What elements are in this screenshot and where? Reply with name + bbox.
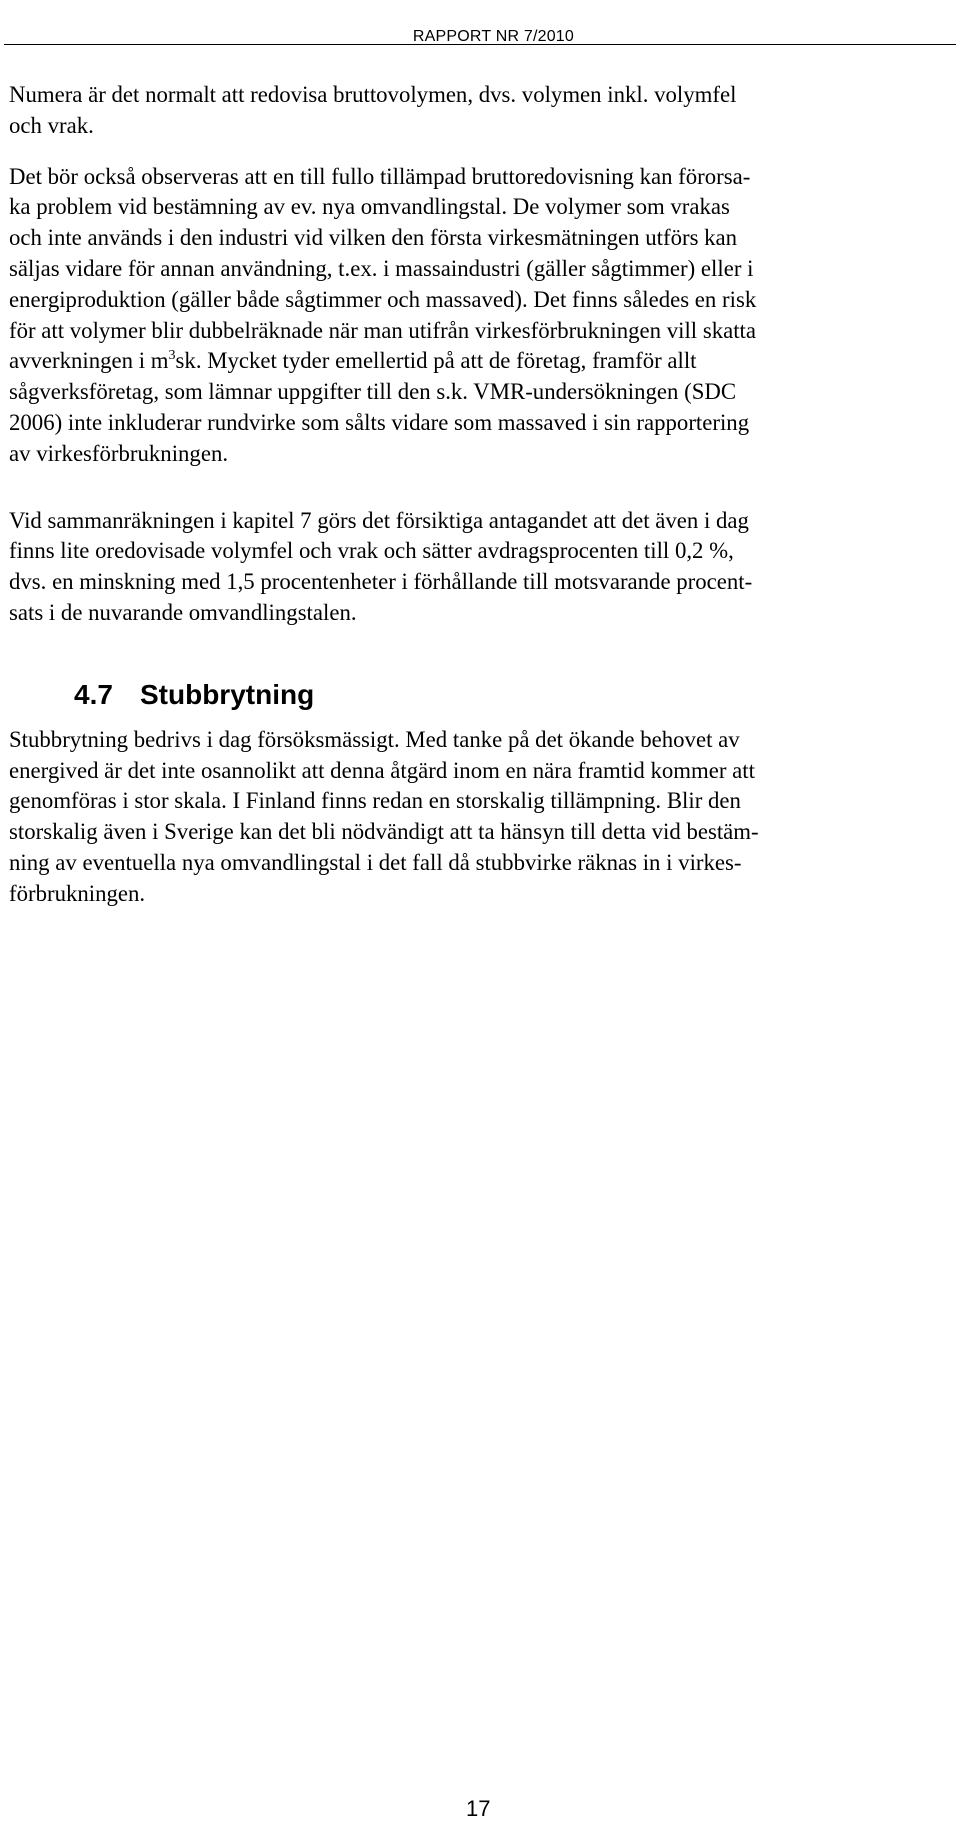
text-line: ning av eventuella nya omvandlingstal i det fall då stubbvirke räknas in i virkes- bbox=[9, 849, 742, 875]
text-line: för att volymer blir dubbelräknade när man utifrån virkesförbrukningen vill skatta bbox=[9, 317, 756, 343]
superscript: 3 bbox=[168, 348, 176, 364]
text-line: genomföras i stor skala. I Finland finns redan en storskalig tillämpning. Blir den bbox=[9, 788, 741, 814]
text-segment: sk. Mycket tyder emellertid på att de företag, framför allt bbox=[175, 348, 697, 374]
text-line: energiproduktion (gäller både sågtimmer och massaved). Det finns således en risk bbox=[9, 286, 757, 312]
text-line: av virkesförbrukningen. bbox=[9, 440, 229, 466]
paragraph-gross-reporting-problem bbox=[9, 162, 959, 470]
text-line: Stubbrytning bedrivs i dag försöksmässigt. Med tanke på det ökande behovet av bbox=[9, 726, 740, 752]
text-line: Det bör också observeras att en till fullo tillämpad bruttoredovisning kan förorsa- bbox=[9, 163, 751, 189]
running-header: RAPPORT NR 7/2010 bbox=[412, 28, 574, 45]
text-line: sågverksföretag, som lämnar uppgifter till den s.k. VMR-undersökningen (SDC bbox=[9, 379, 737, 405]
text-line: och inte används i den industri vid vilken den första virkesmätningen utförs kan bbox=[9, 225, 738, 251]
document-body bbox=[9, 80, 959, 910]
text-line: 2006) inte inkluderar rundvirke som sålts vidare som massaved i sin rapportering bbox=[9, 409, 750, 435]
text-line: finns lite oredovisade volymfel och vrak och sätter avdragsprocenten till 0,2 %, bbox=[9, 538, 734, 564]
page-number: 17 bbox=[466, 1796, 491, 1821]
section-heading bbox=[9, 677, 959, 713]
text-line: dvs. en minskning med 1,5 procentenheter i förhållande till motsvarande procent- bbox=[9, 569, 753, 595]
text-line: ka problem vid bestämning av ev. nya omvandlingstal. De volymer som vrakas bbox=[9, 194, 730, 220]
paragraph-summation bbox=[9, 506, 959, 629]
header-rule bbox=[4, 44, 956, 45]
text-line: och vrak. bbox=[9, 112, 94, 138]
text-line: säljas vidare för annan användning, t.ex. i massaindustri (gäller sågtimmer) eller i bbox=[9, 255, 754, 281]
paragraph-stump-harvesting bbox=[9, 725, 959, 910]
section-title: Stubbrytning bbox=[140, 678, 315, 710]
paragraph-volume-reporting bbox=[9, 80, 959, 142]
text-line: energived är det inte osannolikt att denna åtgärd inom en nära framtid kommer att bbox=[9, 757, 755, 783]
text-line: Vid sammanräkningen i kapitel 7 görs det försiktiga antagandet att det även i dag bbox=[9, 507, 749, 533]
text-line: sats i de nuvarande omvandlingstalen. bbox=[9, 599, 357, 625]
text-line-with-superscript bbox=[9, 346, 959, 377]
text-line: Numera är det normalt att redovisa bruttovolymen, dvs. volymen inkl. volymfel bbox=[9, 82, 737, 107]
text-segment: avverkningen i m bbox=[9, 348, 169, 374]
section-number: 4.7 bbox=[74, 678, 113, 710]
text-line: storskalig även i Sverige kan det bli nödvändigt att ta hänsyn till detta vid bestäm- bbox=[9, 819, 759, 845]
text-line: förbrukningen. bbox=[9, 880, 146, 906]
